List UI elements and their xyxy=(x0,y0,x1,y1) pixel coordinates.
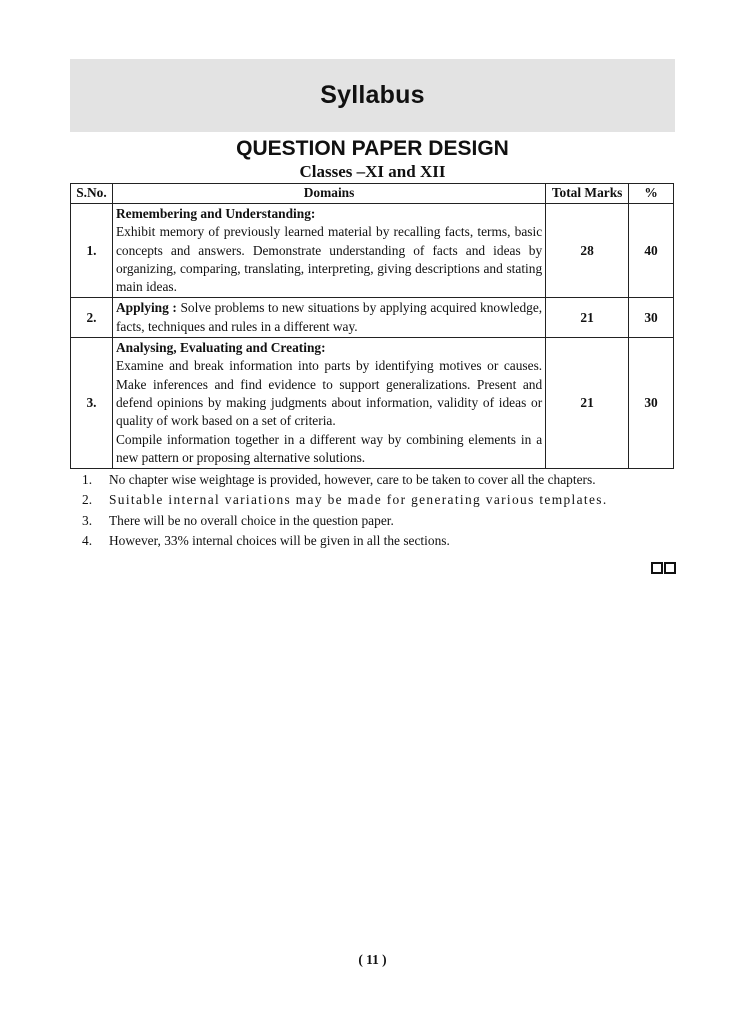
end-of-section-icon xyxy=(651,562,676,574)
note-text: No chapter wise weightage is provided, however, care to be taken to cover all the chapters. xyxy=(109,472,596,487)
row-sno: 2. xyxy=(71,298,113,338)
page-heading: QUESTION PAPER DESIGN xyxy=(236,137,509,160)
list-item xyxy=(82,470,642,490)
header-total-marks: Total Marks xyxy=(546,184,629,204)
domain-title: Analysing, Evaluating and Creating: xyxy=(115,340,326,356)
page-subheading: Classes –XI and XII xyxy=(299,162,446,181)
table-row xyxy=(71,204,674,298)
table-row xyxy=(71,338,674,469)
domain-description: Solve problems to new situations by applying acquired knowledge, facts, techniques and rules in a different way. xyxy=(115,300,543,334)
header-domains: Domains xyxy=(112,184,545,204)
note-number: 3. xyxy=(82,512,93,528)
syllabus-banner xyxy=(70,59,675,132)
domain-title: Applying : xyxy=(115,300,177,316)
row-total-marks: 21 xyxy=(546,298,629,338)
list-item xyxy=(82,531,642,551)
square-icon xyxy=(664,562,676,574)
note-text: Suitable internal variations may be made for generating various templates. xyxy=(109,492,608,508)
row-total-marks: 28 xyxy=(546,204,629,298)
question-paper-design-table xyxy=(70,183,674,469)
row-domain xyxy=(112,298,545,338)
row-sno: 1. xyxy=(71,204,113,298)
banner-title: Syllabus xyxy=(320,81,425,109)
domain-description-extra: Compile information together in a different way by combining elements in a new pattern or proposing alternative solutions. xyxy=(115,431,543,465)
domain-description: Examine and break information into parts by identifying motives or causes. Make inferences and find evidence to support generalizations. Present and defend opinions by making judgments about information, validity of ideas or quality of work based on a set of criteria. xyxy=(115,358,543,429)
list-item xyxy=(82,490,642,510)
page-number: ( 11 ) xyxy=(358,952,387,967)
note-number: 2. xyxy=(82,492,93,508)
table-row xyxy=(71,298,674,338)
row-domain xyxy=(112,338,545,469)
row-percent: 30 xyxy=(629,298,674,338)
row-percent: 40 xyxy=(629,204,674,298)
header-sno: S.No. xyxy=(71,184,113,204)
row-domain xyxy=(112,204,545,298)
row-total-marks: 21 xyxy=(546,338,629,469)
domain-description: Exhibit memory of previously learned material by recalling facts, terms, basic concepts and answers. Demonstrate understanding of facts and ideas by organizing, comparing, translating, interpreting, giving descriptions and stating main ideas. xyxy=(115,224,543,295)
note-text: However, 33% internal choices will be given in all the sections. xyxy=(109,533,450,549)
note-text: There will be no overall choice in the question paper. xyxy=(109,512,394,528)
square-icon xyxy=(651,562,663,574)
domain-title: Remembering and Understanding: xyxy=(115,206,316,221)
list-item xyxy=(82,511,642,531)
header-percent: % xyxy=(629,184,674,204)
note-number: 4. xyxy=(82,533,93,549)
row-percent: 30 xyxy=(629,338,674,469)
notes-list xyxy=(82,470,642,552)
note-number: 1. xyxy=(82,472,93,487)
table-header-row xyxy=(71,184,674,204)
row-sno: 3. xyxy=(71,338,113,469)
